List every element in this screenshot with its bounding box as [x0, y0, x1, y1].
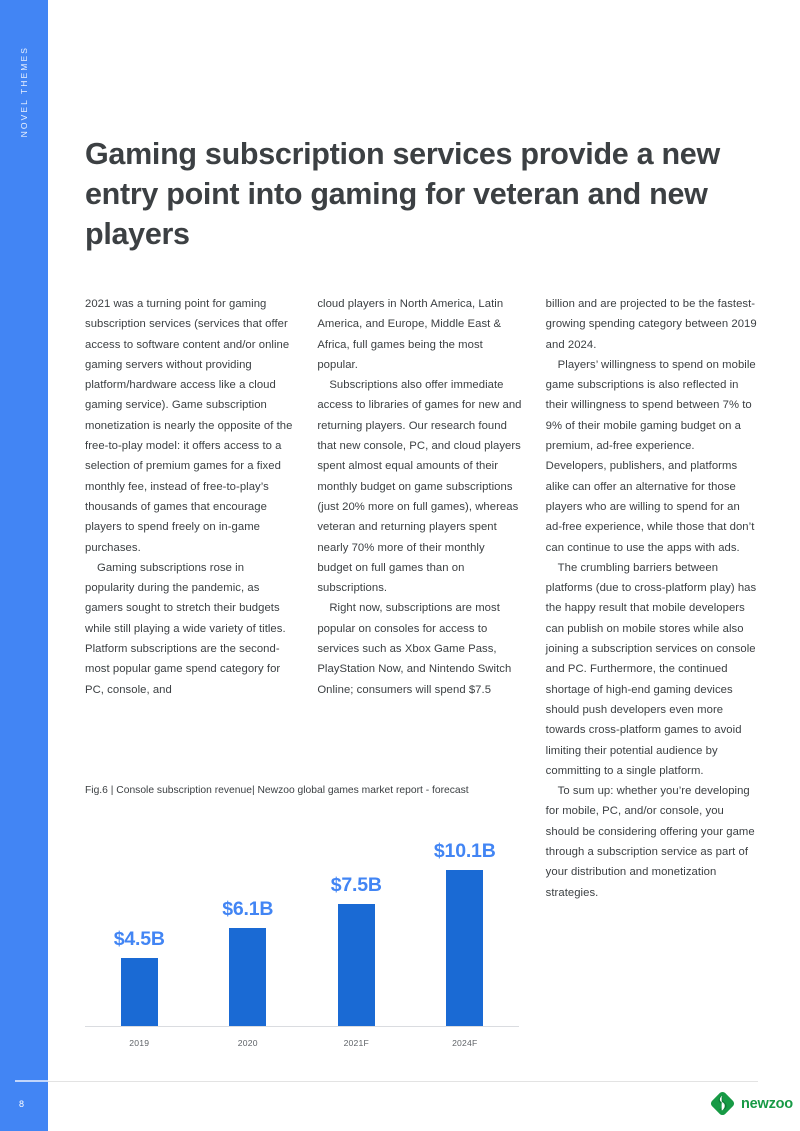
brand-logo: [709, 1090, 793, 1117]
bar-value-label: $6.1B: [222, 898, 274, 920]
paragraph: Gaming subscriptions rose in popularity during the pandemic, as gamers sought to stretch their budgets while still playing a wide variety of titles. Platform subscriptions are the second-most popular game spend category for PC, console, and: [85, 561, 286, 696]
section-sidebar: [0, 0, 48, 1131]
x-axis-tick-label: 2024F: [452, 1038, 478, 1048]
page-number: 8: [19, 1099, 25, 1109]
brand-name: newzoo: [741, 1095, 793, 1112]
chart-bars: [85, 840, 519, 1026]
paragraph: The crumbling barriers between platforms (due to cross-platform play) has the happy result that mobile developers can publish on mobile stores while also joining a subscription services on console and PC. Furthermore, the continued shortage of high-end gaming devices should push developers even more towards cross-platform games to avoid limiting their potential audience by committing to a single platform.: [545, 561, 757, 777]
bar-group: [85, 840, 194, 1026]
paragraph: 2021 was a turning point for gaming subscription services (services that offer access to software content and/or online gaming servers without providing platform/hardware access like a cloud gaming service). Game subscription monetization is nearly the opposite of the free-to-play model: it offers access to a selection of premium games for a fixed monthly fee, instead of free-to-play’s thousands of games that encourage players to spend freely on in-game purchases.: [85, 298, 293, 554]
text-column-2: [317, 294, 521, 764]
x-axis-labels: [85, 1038, 519, 1048]
paragraph: Players’ willingness to spend on mobile game subscriptions is also reflected in their willingness to spend between 7% to 9% of their mobile gaming budget on a premium, ad-free experience. Developers, publishers, and platforms alike can offer an alternative for those players who are willing to spend for an ad-free experience, while those that don’t can continue to use the apps with ads.: [545, 358, 756, 554]
x-axis-tick-label: 2020: [237, 1038, 258, 1048]
bar: [121, 958, 158, 1026]
figure-caption: Fig.6 | Console subscription revenue| Newzoo global games market report - forecast: [85, 785, 469, 796]
figure-block: [85, 782, 525, 1062]
bar-value-label: $4.5B: [113, 928, 165, 950]
bar-group: [302, 840, 411, 1026]
paragraph: To sum up: whether you’re developing for mobile, PC, and/or console, you should be considering offering your game through a subscription service as part of your distribution and monetization strategies.: [545, 785, 755, 899]
paragraph: Right now, subscriptions are most popular on consoles for access to services such as Xbox Game Pass, PlayStation Now, and Nintendo Switch Online; consumers will spend $7.5: [317, 602, 512, 696]
footer-divider: [48, 1081, 758, 1082]
text-column-1: [85, 294, 293, 764]
page-title: Gaming subscription services provide a new entry point into gaming for veteran and new players: [85, 137, 720, 251]
bar-value-label: $7.5B: [330, 874, 382, 896]
bar: [229, 928, 266, 1026]
paragraph: billion and are projected to be the fastest-growing spending category between 2019 and 2024.: [545, 298, 757, 351]
bar: [446, 870, 483, 1026]
paragraph: Subscriptions also offer immediate access to libraries of games for new and returning players. Our research found that new console, PC, and cloud players spent almost equal amounts of their monthly budget on game subscriptions (just 20% more on full games), whereas veteran and returning players spent nearly 70% more of their monthly budget on full games than on subscriptions.: [317, 379, 522, 595]
text-column-3: [546, 294, 757, 903]
x-axis-tick-label: 2021F: [343, 1038, 369, 1048]
section-label: NOVEL THEMES: [19, 46, 29, 138]
sidebar-divider: [15, 1080, 48, 1082]
bar-group: [194, 840, 303, 1026]
x-axis-tick-label: 2019: [129, 1038, 150, 1048]
bar: [338, 904, 375, 1026]
paragraph: cloud players in North America, Latin America, and Europe, Middle East & Africa, full games being the most popular.: [317, 298, 504, 371]
bar-chart: [85, 822, 519, 1062]
bar-group: [411, 840, 520, 1026]
x-axis-line: [85, 1026, 519, 1027]
newzoo-diamond-icon: [709, 1090, 736, 1117]
bar-value-label: $10.1B: [433, 840, 496, 862]
